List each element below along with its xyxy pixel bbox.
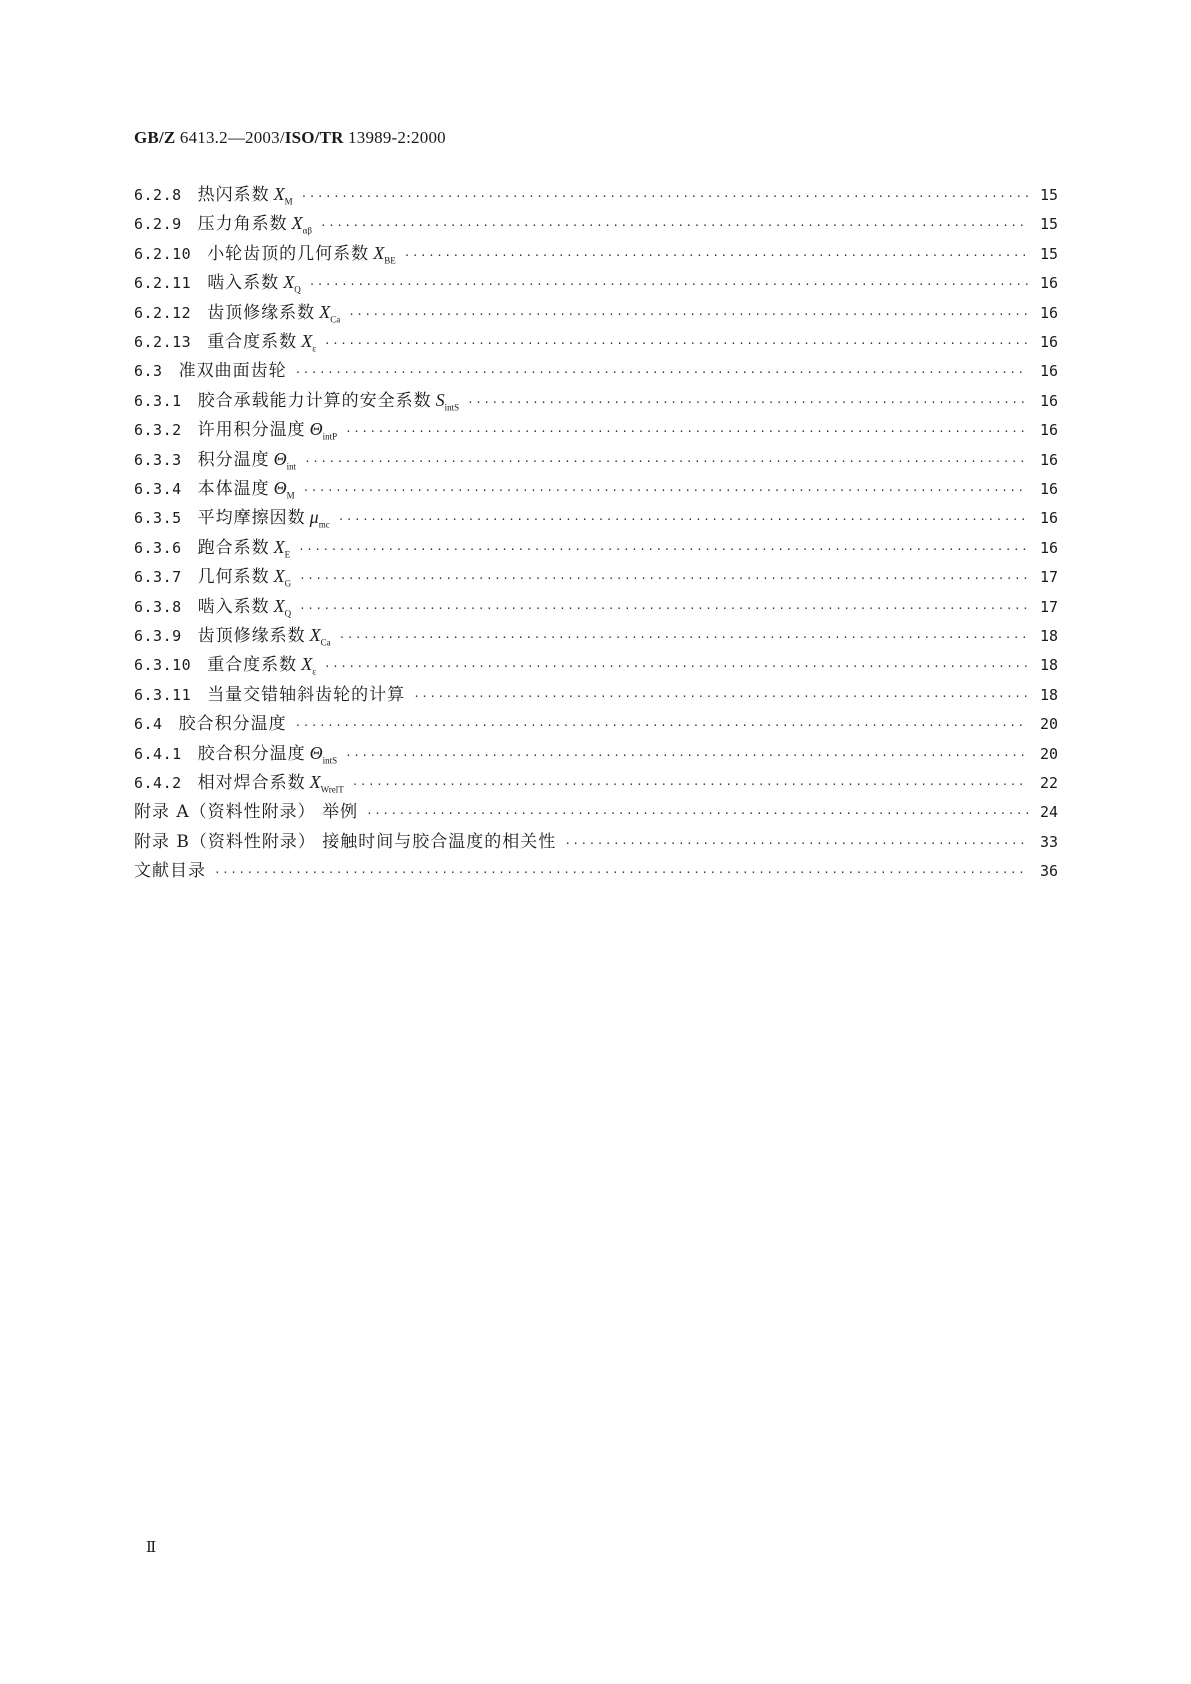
toc-entry-number: 6.2.11 [134,274,192,293]
dot-leader [366,807,1028,820]
toc-entry[interactable] [134,180,1058,210]
toc-entry-title: 附录 A（资料性附录） 举例 [134,802,359,823]
toc-entry-number: 6.3.10 [134,656,192,675]
toc-entry[interactable] [134,592,1058,622]
toc-entry-title: 啮入系数 [207,273,280,294]
toc-entry-symbol [301,654,316,677]
toc-entry-page: 18 [1039,656,1058,675]
dot-leader [309,278,1028,291]
std-code-prefix: GB/Z [134,128,176,147]
toc-entry-symbol [310,772,344,795]
toc-entry-page: 17 [1039,597,1058,616]
symbol-base: X [301,331,313,351]
toc-entry-symbol [373,243,396,266]
toc-entry-page: 18 [1039,685,1058,704]
toc-entry-title: 相对焊合系数 [197,773,306,793]
toc-entry-page: 16 [1039,391,1058,410]
dot-leader [320,219,1028,232]
dot-leader [352,778,1028,791]
toc-entry-symbol [310,507,330,530]
symbol-subscript: M [286,490,295,501]
toc-entry-page: 15 [1039,186,1058,204]
dot-leader [324,337,1028,350]
toc-entry-number: 6.2.10 [134,244,192,263]
toc-entry-page: 33 [1039,832,1058,851]
toc-entry-page: 16 [1039,421,1058,440]
toc-entry-symbol [292,213,312,236]
toc-entry[interactable] [134,445,1058,475]
toc-entry[interactable] [134,503,1058,533]
symbol-subscript: intS [322,755,338,766]
dot-leader [467,396,1028,409]
toc-entry-title: 本体温度 [197,479,270,499]
dot-leader [299,572,1028,585]
toc-entry-page: 16 [1039,480,1058,498]
symbol-subscript: mc [318,519,330,530]
dot-leader [404,249,1028,262]
toc-entry-page: 18 [1039,627,1058,645]
toc-entry-number: 6.2.8 [134,186,182,204]
symbol-base: X [273,595,285,616]
toc-entry[interactable] [134,797,1058,827]
toc-entry[interactable] [134,680,1058,710]
symbol-base: Θ [309,419,323,440]
symbol-subscript: intS [444,402,460,413]
toc-entry-title: 平均摩擦因数 [197,508,306,529]
symbol-base: Θ [273,448,287,469]
toc-entry-symbol [274,478,295,501]
toc-entry-title: 重合度系数 [207,332,298,352]
symbol-subscript: Q [284,608,292,619]
page-number: Ⅱ [146,1540,157,1556]
toc-entry-symbol [436,390,460,413]
toc-entry-symbol [319,302,340,325]
toc-entry-title: 胶合积分温度 [197,743,306,764]
dot-leader [324,660,1028,673]
toc-entry-title: 当量交错轴斜齿轮的计算 [207,684,406,705]
toc-entry-title: 压力角系数 [197,214,288,235]
toc-entry-number: 6.2.9 [134,215,182,234]
toc-entry-page: 16 [1039,362,1058,381]
toc-entry-number: 6.2.12 [134,303,192,322]
toc-entry[interactable] [134,415,1058,445]
std-code-number: 6413.2—2003/ [175,128,285,147]
symbol-subscript: αβ [302,225,312,236]
toc-entry-number: 6.3.2 [134,421,182,440]
toc-entry-symbol [283,272,301,295]
toc-entry-page: 16 [1039,274,1058,293]
toc-entry-symbol [274,537,291,560]
toc-entry-number: 6.3 [134,362,163,381]
toc-entry-title: 热闪系数 [197,185,270,205]
toc-entry-page: 16 [1039,509,1058,528]
toc-entry-symbol [310,743,338,766]
dot-leader [295,719,1028,732]
toc-entry-number: 6.4 [134,715,163,734]
toc-entry-number: 6.4.2 [134,774,182,792]
toc-entry[interactable] [134,386,1058,416]
toc-entry-title: 胶合承载能力计算的安全系数 [197,390,432,411]
document-header [134,128,446,148]
symbol-base: Θ [273,478,287,498]
dot-leader [303,484,1028,497]
symbol-subscript: Q [294,284,301,295]
symbol-subscript: Ca [320,637,331,648]
toc-entry[interactable] [134,856,1058,886]
toc-entry-title: 齿顶修缘系数 [197,626,306,646]
toc-entry[interactable] [134,650,1058,680]
symbol-subscript: int [286,461,297,472]
symbol-subscript: M [284,196,293,207]
symbol-base: X [309,625,321,645]
toc-entry-symbol [310,625,331,648]
toc-entry-symbol [310,419,338,442]
symbol-base: X [273,566,285,587]
dot-leader [348,308,1028,321]
toc-entry-title: 准双曲面齿轮 [178,361,287,382]
symbol-base: X [309,772,321,792]
dot-leader [345,425,1028,438]
toc-entry-page: 16 [1039,450,1058,469]
toc-entry-title: 重合度系数 [207,655,298,676]
toc-entry-title: 许用积分温度 [197,420,306,441]
dot-leader [214,866,1028,879]
toc-entry-title: 啮入系数 [197,596,270,617]
toc-entry-page: 36 [1039,862,1058,881]
symbol-base: X [283,272,295,293]
toc-entry-page: 24 [1039,803,1058,822]
toc-entry-number: 6.2.13 [134,333,192,351]
toc-entry-page: 16 [1039,538,1058,557]
symbol-subscript: BE [384,255,396,266]
symbol-subscript: intP [322,431,338,442]
dot-leader [298,543,1028,556]
symbol-subscript: G [284,578,292,589]
dot-leader [339,631,1028,644]
toc-entry[interactable] [134,298,1058,328]
toc-entry-number: 6.3.6 [134,538,182,557]
toc-entry-number: 6.3.7 [134,568,182,587]
toc-entry-page: 22 [1039,774,1058,792]
iso-code-number: 13989-2:2000 [343,128,446,147]
toc-entry-number: 6.3.5 [134,509,182,528]
toc-entry[interactable] [134,739,1058,769]
toc-entry-number: 6.3.4 [134,480,182,498]
toc-entry-page: 20 [1039,744,1058,763]
toc-entry[interactable] [134,327,1058,357]
toc-entry-title: 文献目录 [134,861,206,882]
dot-leader [413,690,1028,703]
toc-entry-symbol [274,449,297,472]
symbol-base: X [373,242,385,263]
toc-entry[interactable] [134,474,1058,504]
toc-entry-symbol [274,566,292,589]
dot-leader [345,749,1028,762]
toc-entry-number: 6.3.11 [134,685,192,704]
iso-code-prefix: ISO/TR [284,128,344,147]
toc-entry-symbol [274,184,293,207]
toc-entry[interactable] [134,239,1058,269]
toc-entry-number: 6.3.8 [134,597,182,616]
toc-entry[interactable] [134,562,1058,592]
symbol-base: X [273,184,285,204]
dot-leader [564,837,1028,850]
toc-entry-symbol [301,331,316,354]
toc-entry-title: 小轮齿顶的几何系数 [207,243,370,264]
toc-entry-title: 附录 B（资料性附录） 接触时间与胶合温度的相关性 [134,831,557,852]
toc-entry-page: 16 [1039,303,1058,322]
symbol-subscript: ε [312,343,316,354]
symbol-base: X [273,536,285,557]
dot-leader [301,190,1028,203]
symbol-base: S [435,389,445,410]
symbol-subscript: WrelT [320,784,344,795]
symbol-subscript: Ca [330,314,341,325]
symbol-subscript: E [284,549,291,560]
toc-entry[interactable] [134,533,1058,563]
toc-entry-number: 6.3.9 [134,627,182,645]
toc-entry[interactable] [134,621,1058,651]
toc-entry-title: 齿顶修缘系数 [207,302,316,323]
toc-entry-page: 17 [1039,568,1058,587]
dot-leader [338,513,1028,526]
dot-leader [295,366,1028,379]
toc-entry[interactable] [134,209,1058,239]
toc-entry-title: 胶合积分温度 [178,714,287,735]
symbol-base: X [291,213,303,234]
toc-entry-title: 跑合系数 [197,537,270,558]
toc-entry[interactable] [134,709,1058,739]
toc-entry[interactable] [134,268,1058,298]
toc-entry-page: 20 [1039,715,1058,734]
dot-leader [304,455,1028,468]
toc-entry-title: 几何系数 [197,567,270,588]
symbol-base: X [301,654,313,675]
symbol-base: X [319,301,331,322]
symbol-subscript: ε [312,666,316,677]
toc-entry-page: 15 [1039,215,1058,234]
toc-entry-page: 16 [1039,333,1058,351]
toc-entry[interactable] [134,356,1058,386]
symbol-base: μ [309,507,319,528]
toc-entry-page: 15 [1039,244,1058,263]
toc-entry-title: 积分温度 [197,449,270,470]
toc-entry-number: 6.3.1 [134,391,182,410]
symbol-base: Θ [309,742,323,763]
toc-entry-number: 6.3.3 [134,450,182,469]
toc-entry-symbol [274,596,292,619]
dot-leader [299,602,1028,615]
toc-entry[interactable] [134,827,1058,857]
toc-entry[interactable] [134,768,1058,798]
toc-entry-number: 6.4.1 [134,744,182,763]
